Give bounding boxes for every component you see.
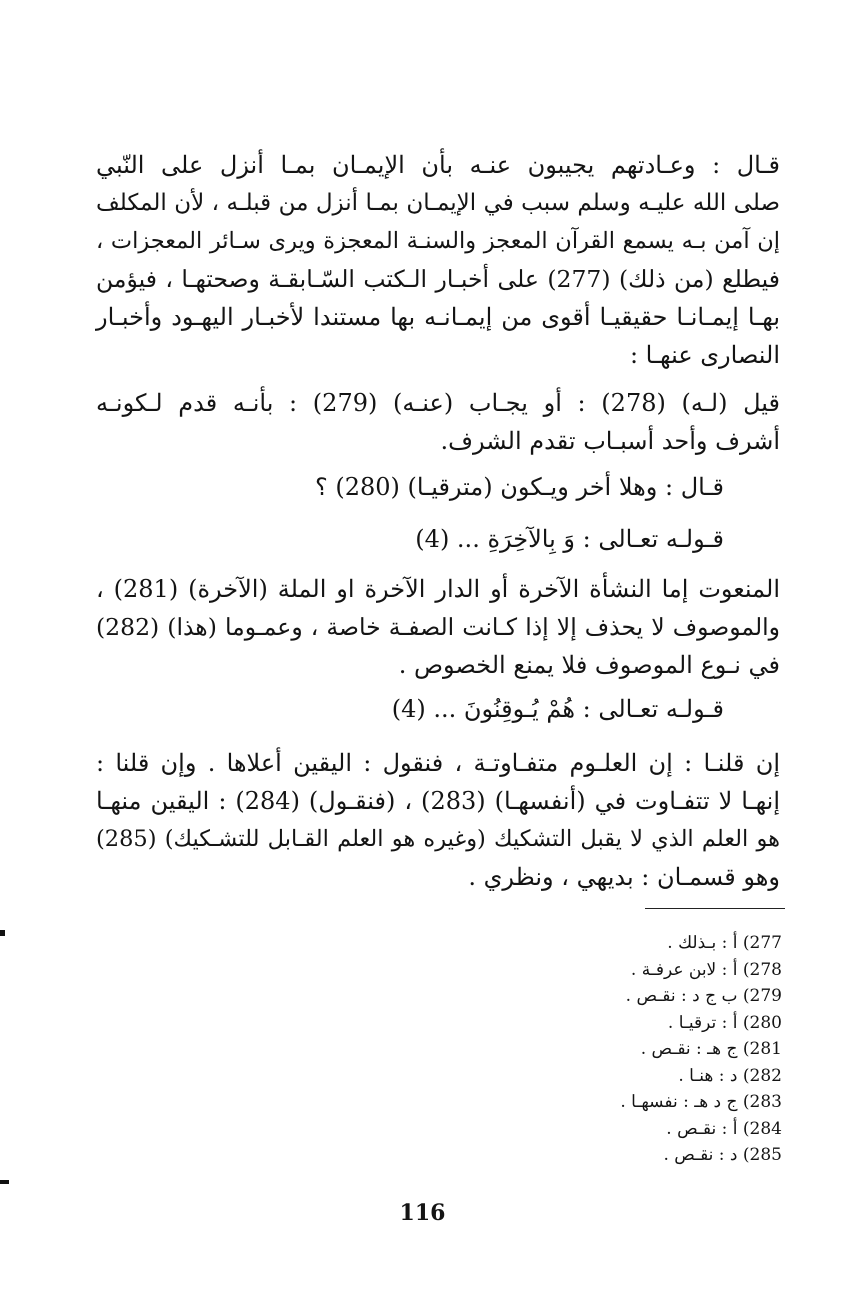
quran-quote-1 [96, 520, 724, 558]
footnote: 278) أ : لابن عرفـة . [630, 959, 782, 980]
paragraph-2 [96, 384, 780, 460]
paragraph-line: قيل (لـه) (278) : أو يجـاب (عنـه) (279) : بأنـه قدم لـكونـه [96, 389, 780, 417]
paragraph-line: في نـوع الموصوف فلا يمنع الخصوص . [398, 651, 780, 679]
footnote: 281) ج هـ : نقـص . [640, 1039, 782, 1059]
paragraph-1 [96, 146, 780, 374]
paragraph-line: قـال : وعـادتهم يجيبون عنـه بأن الإيمـان بمـا أنزل على النّبي [96, 151, 780, 179]
scan-mark [0, 930, 5, 936]
paragraph-line: أشرف وأحد أسبـاب تقدم الشرف. [440, 427, 780, 455]
paragraph-line: المنعوت إما النشأة الآخرة أو الدار الآخرة او الملة (الآخرة) (281) ، [96, 575, 780, 603]
paragraph-line: النصارى عنهـا : [629, 341, 780, 369]
paragraph-5 [96, 744, 780, 896]
paragraph-line: إنهـا لا تتفـاوت في (أنفسهـا) (283) ، (فنقـول) (284) : اليقين منهـا [96, 787, 781, 815]
quran-quote-2 [96, 690, 724, 728]
footnote: 284) أ : نقـص . [666, 1118, 782, 1139]
paragraph-line: بهـا إيمـانـا حقيقيـا أقوى من إيمـانـه بها مستندا لأخبـار اليهـود وأخبـار [96, 303, 780, 331]
paragraph-line: فيطلع (من ذلك) (277) على أخبـار الـكتب السّـابقـة وصحتهـا ، فيؤمن [96, 265, 780, 293]
paragraph-line: قـولـه تعـالى : وَ بِالآخِرَةِ ... (4) [415, 525, 724, 553]
paragraph-line: إن آمن بـه يسمع القرآن المعجز والسنـة المعجزة ويرى سـائر المعجزات ، [96, 228, 780, 254]
page-number: 116 [399, 1200, 446, 1226]
paragraph-4 [96, 570, 780, 684]
footnote: 280) أ : ترقيـا . [667, 1012, 782, 1033]
paragraph-line: إن قلنـا : إن العلـوم متفـاوتـة ، فنقول : اليقين أعلاها . وإن قلنا : [96, 749, 780, 777]
paragraph-line: قـال : وهلا أخر ويـكون (مترقيـا) (280) ؟ [314, 473, 724, 501]
footnote: 279) ب ج د : نقـص . [625, 986, 782, 1006]
paragraph-line: قـولـه تعـالى : هُمْ يُـوقِنُونَ ... (4) [391, 695, 724, 723]
paragraph-line: هو العلم الذي لا يقبل التشكيك (وغيره هو العلم القـابل للتشـكيك) (285) [96, 826, 780, 852]
footnote: 283) ج د هـ : نفسهـا . [620, 1092, 782, 1112]
paragraph-line: وهو قسمـان : بديهي ، ونظري . [468, 863, 780, 891]
paragraph-line: صلى الله عليـه وسلم سبب في الإيمـان بمـا أنزل من قبلـه ، لأن المكلف [96, 190, 780, 216]
footnote: 285) د : نقـص . [663, 1145, 782, 1165]
footnote: 282) د : هنـا . [678, 1065, 782, 1086]
scan-mark [0, 1180, 9, 1184]
footnote: 277) أ : بـذلك . [667, 933, 782, 953]
footnote-separator [645, 908, 785, 909]
paragraph-line: والموصوف لا يحذف إلا إذا كـانت الصفـة خاصة ، وعمـوما (هذا) (282) [96, 613, 780, 641]
paragraph-3 [96, 468, 724, 506]
footnotes [482, 930, 782, 1169]
